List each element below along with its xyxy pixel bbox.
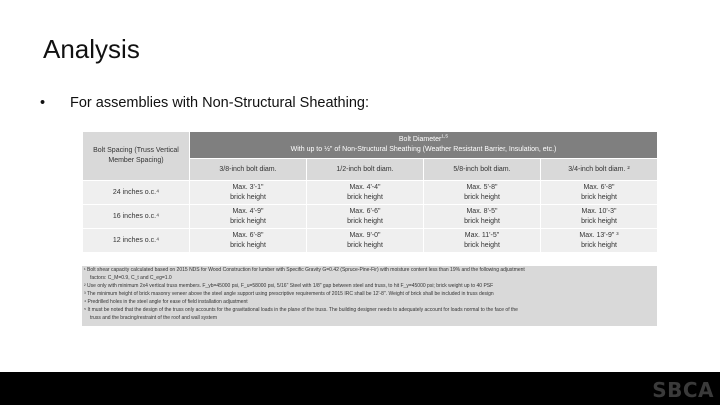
table-row xyxy=(83,205,658,229)
footnotes-block xyxy=(82,266,657,326)
column-header: 5/8-inch bolt diam. xyxy=(424,159,541,181)
sbca-logo: SBCA xyxy=(652,378,714,402)
footnote: factors: C_M=0.9, C_t and C_eg=1.0 xyxy=(90,275,172,281)
group-header xyxy=(190,132,658,159)
bullet-marker: • xyxy=(40,95,46,111)
table-cell: Max. 4'-9" brick height xyxy=(190,205,307,229)
row-header-cell xyxy=(83,132,190,181)
footnote: ¹ Bolt shear capacity calculated based on 2015 NDS for Wood Construction for lumber with Specific Gravity G=0.42 (Spruce-Pine-Fir) with moisture content less than 19% and the following adjustment xyxy=(84,267,525,273)
table-row xyxy=(83,181,658,205)
table-cell: Max. 9'-0" brick height xyxy=(307,229,424,253)
row-header-label: Bolt Spacing (Truss Vertical Member Spacing) xyxy=(93,147,179,164)
group-header-footnote: 1,5 xyxy=(441,134,449,140)
footnote: ⁵ It must be noted that the design of the truss only accounts for the gravitational loads in the plane of the truss. The building designer needs to adequately account for loads normal to the face of the xyxy=(84,307,518,313)
table-cell: Max. 3'-1" brick height xyxy=(190,181,307,205)
footnote: ² Use only with minimum 2x4 vertical truss members. F_yb=45000 psi, F_u=58000 psi, 5/16" Steel with 1/8" gap between steel and truss, to hit F_y=45000 psi; brick weight up to 40 PSF xyxy=(84,283,494,289)
table-cell: Max. 8'-5" brick height xyxy=(424,205,541,229)
table-cell: Max. 4'-4" brick height xyxy=(307,181,424,205)
table-cell: Max. 6'-8" brick height xyxy=(190,229,307,253)
column-header: 3/4-inch bolt diam. ² xyxy=(541,159,658,181)
table-row xyxy=(83,229,658,253)
column-header: 3/8-inch bolt diam. xyxy=(190,159,307,181)
table-cell: Max. 13'-9" ³ brick height xyxy=(541,229,658,253)
footer-bar xyxy=(0,372,720,405)
column-header: 1/2-inch bolt diam. xyxy=(307,159,424,181)
footnote: ⁴ Predrilled holes in the steel angle for ease of field installation adjustment xyxy=(84,299,248,305)
row-label: 12 inches o.c.⁴ xyxy=(83,229,190,253)
table-cell: Max. 6'-8" brick height xyxy=(541,181,658,205)
page-title: Analysis xyxy=(43,34,140,64)
table-cell: Max. 5'-8" brick height xyxy=(424,181,541,205)
group-header-line2: With up to ½" of Non-Structural Sheathing (Weather Resistant Barrier, Insulation, etc.) xyxy=(290,146,557,153)
group-header-line1: Bolt Diameter xyxy=(398,136,442,143)
table-cell: Max. 11'-5" brick height xyxy=(424,229,541,253)
footnote: truss and the bracing/restraint of the roof and wall system xyxy=(90,315,218,321)
row-label: 24 inches o.c.⁴ xyxy=(83,181,190,205)
bolt-spacing-table xyxy=(82,131,658,253)
table-cell: Max. 6'-6" brick height xyxy=(307,205,424,229)
table-cell: Max. 10'-3" brick height xyxy=(541,205,658,229)
footnote: ³ The minimum height of brick masonry veneer above the steel angle support using prescriptive requirements of 2015 IRC shall be 12'-8". Weight of brick shall be included in truss design xyxy=(84,291,494,297)
bullet-text: For assemblies with Non-Structural Sheathing: xyxy=(70,95,369,111)
row-label: 16 inches o.c.⁴ xyxy=(83,205,190,229)
